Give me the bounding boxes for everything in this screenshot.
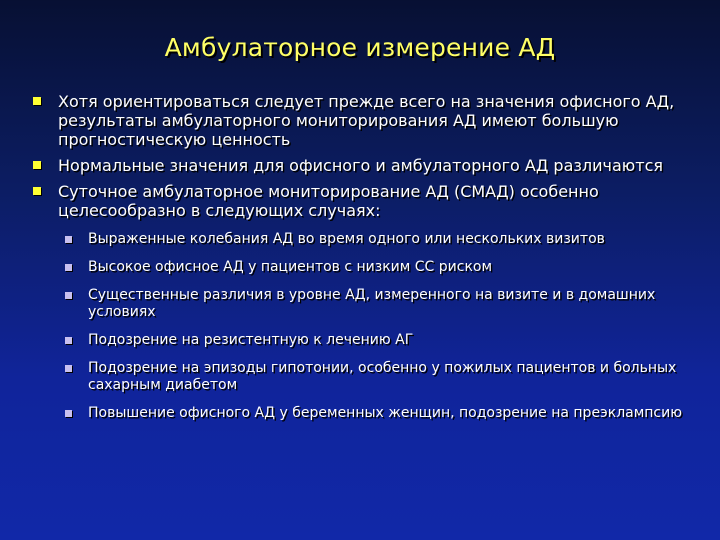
sub-bullet-text: Существенные различия в уровне АД, измеренного на визите и в домашних условиях xyxy=(88,287,656,320)
square-sub-bullet-icon xyxy=(65,292,72,299)
square-sub-bullet-icon xyxy=(65,365,72,372)
slide-title: Амбулаторное измерение АД xyxy=(164,33,556,62)
square-sub-bullet-icon xyxy=(65,410,72,417)
sub-bullet-item xyxy=(58,360,703,394)
sub-bullet-item xyxy=(58,259,703,276)
sub-bullet-text: Подозрение на резистентную к лечению АГ xyxy=(88,332,414,348)
square-sub-bullet-icon xyxy=(65,264,72,271)
slide-content xyxy=(33,92,703,429)
square-sub-bullet-icon xyxy=(65,236,72,243)
bullet-list xyxy=(33,92,703,422)
sub-bullet-text: Повышение офисного АД у беременных женщин, подозрение на преэклампсию xyxy=(88,405,683,421)
bullet-text: Суточное амбулаторное мониторирование АД (СМАД) особенно целесообразно в следующих случаях: xyxy=(58,182,599,220)
sub-bullet-item xyxy=(58,231,703,248)
bullet-text: Нормальные значения для офисного и амбулаторного АД различаются xyxy=(58,156,663,175)
square-bullet-icon xyxy=(33,161,41,169)
sub-bullet-item xyxy=(58,405,703,422)
sub-bullet-item xyxy=(58,332,703,349)
sub-bullet-text: Подозрение на эпизоды гипотонии, особенно у пожилых пациентов и больных сахарным диабетом xyxy=(88,360,677,393)
square-sub-bullet-icon xyxy=(65,337,72,344)
bullet-item xyxy=(33,92,703,149)
bullet-text: Хотя ориентироваться следует прежде всего на значения офисного АД, результаты амбулаторного мониторирования АД имеют большую прогностическую ценность xyxy=(58,92,675,149)
sub-bullet-list xyxy=(58,231,703,422)
bullet-item xyxy=(33,182,703,422)
sub-bullet-item xyxy=(58,287,703,321)
square-bullet-icon xyxy=(33,187,41,195)
sub-bullet-text: Выраженные колебания АД во время одного или нескольких визитов xyxy=(88,231,605,247)
bullet-item xyxy=(33,156,703,175)
sub-bullet-text: Высокое офисное АД у пациентов с низким СС риском xyxy=(88,259,493,275)
square-bullet-icon xyxy=(33,97,41,105)
